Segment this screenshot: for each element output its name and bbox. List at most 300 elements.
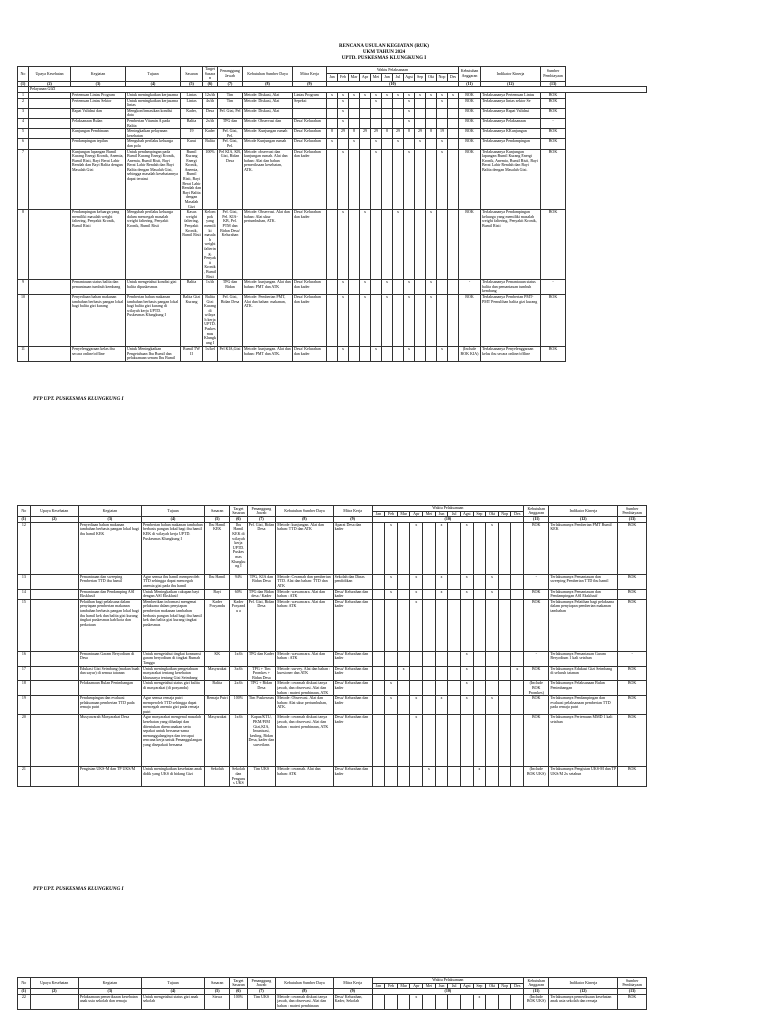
row-target: Balita Gizi Kurang di wilayah kerja UPTD. Puskesmas Klungkung I [204,294,216,345]
column-number: (8) [276,517,333,523]
month-cell: x [404,280,415,295]
row-no: 21 [18,767,31,786]
row-anggaran: BOK [459,149,481,210]
month-cell [448,294,459,346]
row-sumber-daya: Metode Kunjungan rumah [243,139,293,149]
row-kegiatan: Pemantauan status balita dan pemantauan tumbuh kembang [71,280,126,295]
month-cell: x [410,599,423,651]
row-upaya [29,294,71,346]
month-cell [460,767,473,786]
month-cell: x [511,666,524,681]
month-cell: x [338,294,349,346]
month-cell [397,599,410,651]
month-cell: 8 [426,129,437,139]
footer-signature: PTP UPT. PUSKESMAS KLUNGKUNG I [33,886,124,892]
month-cell [435,715,448,767]
row-upaya [29,108,71,118]
month-cell [410,666,423,681]
month-cell [360,108,371,118]
month-header: Mar [397,511,410,517]
month-cell [511,681,524,696]
row-pj: TPG + Bidan Desa [247,681,276,696]
row-pembiayaan: BOK [541,129,566,139]
month-cell: x [486,522,499,574]
row-kegiatan: Pendampingan tepilan [71,139,126,149]
row-anggaran: (Include BOK UKS) [524,767,549,786]
month-cell: x [404,294,415,346]
month-cell: x [486,574,499,589]
row-mitra: Desa/ Kelurahan [293,129,327,139]
row-anggaran: BOK [459,98,481,108]
row-sasaran: Bumil Kurang Energi Kronik, Anemia, Bumil Risti, Bayi Berat Lahir Rendah dan Bayi Balita dengan Masalah Gizi [182,149,201,209]
row-kegiatan: Pendampingan dan evaluasi pelaksanaan pemberian TTD pada remaja putri [78,696,141,715]
table-row [18,129,647,139]
row-pj: Pel. Gizi, Pel [218,108,243,118]
month-cell [372,574,385,589]
row-tujuan: Meningkatkan pelayanan kesehatan [126,129,181,139]
month-cell: x [404,92,415,98]
month-header: Jul [448,983,461,989]
row-sasaran: Lintas [181,98,203,108]
month-cell [397,589,410,599]
row-kegiatan: Kunjungan Pembinaan [71,129,126,139]
row-tujuan: Pemberian bahan makanan tambahan berbasis pangan lokal bagi balita gizi kurang di wilayah kerja UPTD. Puskesmas Klungkung I [126,294,181,346]
month-cell [448,589,461,599]
month-cell [360,346,371,361]
row-mitra: Desa/ Kelurahan dan kader [293,280,327,295]
month-cell: 8 [404,129,415,139]
month-cell: x [360,280,371,295]
row-sasaran: Remaja Putri [205,696,230,715]
row-pj: Tim [218,92,243,98]
row-tujuan: Mengubah perilaku keluarga dan pola [126,139,181,149]
row-mitra: Desa/ Kelurahan dan kader [333,696,372,715]
row-target: 4x/th [203,98,218,108]
row-sasaran: KK [205,651,230,666]
column-number: (2) [30,989,78,995]
month-cell: x [426,210,437,280]
month-cell [498,666,511,681]
row-mitra: Sekolah dan Dinas pendidikan [333,574,372,589]
month-header: Agst [405,74,413,80]
month-cell [327,210,338,280]
month-cell [404,210,415,280]
month-cell [382,108,393,118]
month-cell: 29 [360,129,371,139]
table-row [18,589,647,599]
column-number: (3) [78,989,141,995]
row-no: 6 [18,139,29,149]
document-title [0,44,768,62]
month-cell: x [410,994,423,1009]
row-sumber-daya: Metode: Observasi. Alat dan bahan: Alat ukur pertumbuhan, ATK. [243,210,293,280]
column-number: (13) [618,517,647,523]
row-pj: Pel KIA, KB, Gizi, Bidan Desa [218,149,243,210]
row-anggaran: (Include BOK KIA) [459,346,481,361]
row-target: 1x/kel [203,346,218,361]
row-sumber-daya: Metode: wawancara. Alat dan bahan : ATK [276,589,333,599]
month-cell: x [371,149,382,210]
month-cell [415,108,426,118]
row-upaya [29,98,71,108]
row-indikator: Terlaksananya lintas sektor Se [481,98,541,108]
month-cell: x [338,98,349,108]
month-header: Jun [435,983,448,989]
row-kegiatan: Pelaksanaan Bulan [71,118,126,128]
row-kegiatan: Pendampingan keluarga yang memiliki masalah weight faltering, Penyakit Kronik, Bumil Risti [71,210,126,280]
month-cell [423,696,436,715]
month-cell [473,589,486,599]
row-tujuan: Untuk pendampingan pada Bumil Kurang Energi Kronik, Anemia, Bumil Risti, Bayi Berat Lahir Rendah dan Bayi Balita dengan Masalah Gizi, sehingga masalah kesehatannya dapat teratasi [126,149,181,210]
month-cell [327,346,338,361]
row-tujuan: Agar semua remaja putri memperoleh TTD sehingga dapat mencegah anemia gizi pada remaja putri [141,696,204,715]
month-cell: x [473,767,486,786]
table-row [18,149,647,210]
row-pj: TPG, KIA dan Bidan Desa [247,574,276,589]
column-number: (10) [372,517,524,523]
month-cell [372,767,385,786]
col-pembiayaan: Sumber Pembiayaan [618,506,647,517]
month-cell [385,599,398,651]
month-cell [423,589,436,599]
page-2 [0,500,768,900]
row-indikator: Terlaksananya Pelatihan bagi pelaksana dalam penyiapan pemberian makanan tambahan [549,599,618,651]
month-cell [437,294,448,346]
table-row [18,108,647,118]
month-header: Agst [460,983,473,989]
column-number: (4) [141,989,204,995]
month-cell [486,666,499,681]
row-sasaran: Kasus weight faltering, Penyakit Kronik, Bumil Risti [181,210,203,280]
month-cell [397,651,410,666]
row-indikator: Terlaksananya Pendampingan [481,139,541,149]
row-tujuan: Untuk Meningkatkan Pengetahuan Ibu Bumil dan pelaksanaan senam Ibu Bumil [126,346,181,361]
month-cell [349,149,360,210]
month-cell [426,346,437,361]
column-number: (10) [372,989,524,995]
row-pembiayaan: BOK [541,98,566,108]
row-sasaran: Siswa [205,994,230,1009]
month-cell [415,118,426,128]
month-header: Sep [415,74,426,81]
table-row [18,346,647,361]
month-cell [473,574,486,589]
column-number: (6) [230,989,247,995]
month-cell [511,574,524,589]
row-anggaran: - [524,651,549,666]
month-cell: x [385,589,398,599]
month-cell: x [338,118,349,128]
row-indikator: Terlaksananya Pendampingan keluarga yang memiliki masalah weight faltering, Penyakit Kronik, Bumil Risti [481,210,541,280]
column-number: (2) [29,81,71,87]
row-no: 1 [18,92,29,98]
row-sumber-daya: Metode: ceramah diskusi tanya jawab, dan observasi. Alat dan bahan : materi pembinaan [276,994,333,1009]
month-cell [473,599,486,651]
month-cell [486,599,499,651]
month-cell [415,294,426,346]
month-cell: x [486,696,499,715]
column-number: (1) [18,81,29,87]
row-target: Balita [203,139,218,149]
col-upaya: Upaya Kesehatan [29,67,71,82]
col-kegiatan: Kegiatan [78,506,141,517]
month-cell [437,210,448,280]
row-sasaran: Kader, [181,108,203,118]
month-cell [393,118,404,128]
page-1 [0,0,768,420]
row-sumber-daya: Metode: kunjungan. Alat dan bahan: PMT dan ATK. [243,346,293,361]
table-row [18,599,647,651]
row-kegiatan: Edukasi Gizi Seimbang (makan buah dan sayur) di semua tatanan [78,666,141,681]
month-header: Sep [473,983,486,989]
month-cell [448,522,461,574]
column-number: (1) [18,517,31,523]
row-target: 2x/th [203,118,218,128]
month-cell [372,994,385,1009]
footer-signature: PTP UPT. PUSKESMAS KLUNGKUNG I [33,396,124,402]
row-sumber-daya: Metode: survey. Alat dan bahan : kuesioner dan ATK [276,666,333,681]
table-row [18,994,647,1009]
month-cell [448,767,461,786]
row-upaya [29,346,71,361]
row-pembiayaan: - [541,280,566,295]
month-header: Jan [327,74,338,81]
row-tujuan: Untuk meningkatkan kerjasama [126,92,181,98]
row-target: 60% [230,589,247,599]
month-cell [372,696,385,715]
row-target: Desa [203,108,218,118]
row-tujuan: Untuk mengetahui status gizi balita di masyarakat (di posyandu) [141,681,204,696]
month-cell [327,108,338,118]
month-cell: x [426,92,437,98]
month-cell [473,666,486,681]
row-no: 8 [18,210,29,280]
col-mitra: Mitra Kerja [333,978,372,989]
row-kegiatan: Rapat Validasi dan [71,108,126,118]
month-cell [415,98,426,108]
month-cell [385,651,398,666]
row-no: 5 [18,129,29,139]
month-cell [415,346,426,361]
column-number: (5) [181,81,203,87]
column-number: (12) [549,517,618,523]
month-cell [435,994,448,1009]
month-cell [393,280,404,295]
row-pembiayaan: BOK [541,139,566,149]
month-cell [397,681,410,696]
row-no: 20 [18,715,31,767]
row-tujuan: Untuk meningkatkan kerjasama lintas [126,98,181,108]
column-number: (9) [333,989,372,995]
month-header: Jan [372,983,385,989]
month-cell [460,599,473,651]
month-cell [423,681,436,696]
month-cell [385,666,398,681]
column-number: (13) [618,989,647,995]
month-cell [349,210,360,280]
month-cell [327,294,338,346]
column-number: (7) [218,81,243,87]
row-upaya [30,994,78,1009]
row-anggaran: (Include BOK Promkes) [524,681,549,696]
col-anggaran: Kebutuhan Anggaran [524,978,549,989]
month-cell [382,210,393,280]
col-indikator: Indikator Kinerja [549,978,618,989]
month-cell: x [448,92,459,98]
month-cell [415,280,426,295]
month-header: Nop [437,74,448,81]
month-cell: x [435,696,448,715]
month-cell: x [360,294,371,346]
month-cell [473,681,486,696]
row-sumber-daya: Metode: ceramah. Alat dan bahan: ATK [276,767,333,786]
month-cell [426,149,437,210]
month-cell [448,210,459,280]
month-cell [385,767,398,786]
row-kegiatan: Pemantauan dan sweeping Pemberian TTD ibu hamil [78,574,141,589]
col-indikator: Indikator Kinerja [549,506,618,517]
month-cell [360,139,371,149]
month-cell [415,210,426,280]
month-cell: x [415,139,426,149]
month-cell: x [338,149,349,210]
row-upaya [29,129,71,139]
row-pj: Kapus/KTU, PKM/PJM Gizi,KIA, Imunisasi, kesling, Bidan Desa, kader dan surveilans [247,715,276,767]
month-cell [435,651,448,666]
month-cell [397,574,410,589]
month-cell: x [382,92,393,98]
row-pj: Pel. Gizi, Bidan Desa [218,294,243,346]
row-tujuan: Untuk mengetahui kondisi gizi balita dipuskesmas [126,280,181,295]
row-indikator: Terlaksananya Kunjungan lapangan Bumil Kurang Energi Kronik, Anemia, Bumil Risti, Bayi Berat Lahir Rendah dan Bayi Balita dengan Masalah Gizi. [481,149,541,210]
month-header: Des [448,74,459,81]
month-cell: x [426,280,437,295]
row-indikator: Terlaksananya Pendampingan dan evaluasi pelaksanaan pemberian TTD pada remaja putri [549,696,618,715]
table-row [18,696,647,715]
month-cell [448,994,461,1009]
month-cell [426,108,437,118]
month-cell [473,696,486,715]
month-header: Jul [448,511,461,517]
month-cell: x [404,346,415,361]
row-pembiayaan: BOK [618,681,647,696]
month-cell [448,696,461,715]
row-indikator: Terlaksananya Penyelenggaraan kelas ibu secara online/offline [481,346,541,361]
row-sasaran: Balita Gizi Kurang [181,294,203,346]
month-cell: x [473,994,486,1009]
month-cell [382,139,393,149]
row-anggaran: BOK [459,210,481,280]
month-cell: x [371,98,382,108]
col-sumber-daya: Kebutuhan Sumber Daya [276,978,333,989]
row-indikator: Terlaksananya Pemantauan status balita dan pemantauan tumbuh kembang [481,280,541,295]
month-cell: x [397,666,410,681]
row-pj: Tim UKS [247,994,276,1009]
month-header: Mar [397,983,410,989]
column-number: (3) [78,517,141,523]
month-cell: 8 [327,129,338,139]
month-cell: x [371,346,382,361]
column-number: (3) [71,81,126,87]
month-cell: x [410,574,423,589]
month-cell [511,651,524,666]
month-cell [426,139,437,149]
row-pembiayaan: BOK [618,666,647,681]
month-cell: x [385,522,398,574]
month-cell [385,994,398,1009]
month-cell [371,294,382,346]
month-cell [448,599,461,651]
row-upaya [29,139,71,149]
table-row [18,139,647,149]
row-no: 19 [18,696,31,715]
row-kegiatan: Penyediaan bahan makanan tambahan berbasis pangan lokal bagi balita gizi kurang [71,294,126,346]
month-cell [372,599,385,651]
row-sumber-daya: Metode: ceramah diskusi tanya jawab, dan observasi. Alat dan bahan : materi pembinaan, ATK [276,715,333,767]
column-number: (2) [30,517,78,523]
row-pembiayaan: BOK [541,108,566,118]
column-number: (1) [18,989,31,995]
month-cell [498,715,511,767]
row-sasaran: Ibu Hamil [205,574,230,589]
month-cell [372,666,385,681]
row-sasaran: Balita [205,681,230,696]
row-no: 18 [18,681,31,696]
row-pj: TPG dan Bidan desa / Kader [248,589,274,599]
row-target: Kelompok yang memiliki masalah weight faltering, Penyakit Kronik, Bumil Risti [204,209,217,279]
row-no: 15 [18,599,31,651]
column-number: (8) [243,81,293,87]
row-upaya [30,599,78,651]
month-header: Apr [410,983,423,989]
month-cell: x [349,92,360,98]
row-sasaran: Bayi [205,589,230,599]
month-cell [349,294,360,346]
month-cell: x [410,696,423,715]
month-cell: 8 [349,129,360,139]
month-cell [349,280,360,295]
col-upaya: Upaya Kesehatan [30,506,78,517]
month-cell [437,108,448,118]
month-cell [372,651,385,666]
row-sasaran: Bumil TW II [181,346,203,361]
row-sasaran: Ibu Hamil KEK [205,522,230,574]
month-cell [448,280,459,295]
row-sasaran: Karui [181,139,203,149]
month-cell [371,108,382,118]
row-indikator: Terlaksananya Pemberian PMT Bumil KEK [549,522,618,574]
month-cell: x [404,149,415,210]
month-cell [448,715,461,767]
row-mitra: Aparat Desa dan kader [333,522,372,574]
month-header: Apr [410,511,423,517]
column-number: (11) [524,517,549,523]
month-cell [448,346,459,361]
row-upaya [30,666,78,681]
row-tujuan: Untuk meningkatkan kesehatan anak didik yang UKS di bidang Gizi [141,767,204,786]
column-number: (10) [327,81,459,87]
month-cell: x [410,522,423,574]
row-indikator: Terlaksananya Rapat Validasi [481,108,541,118]
row-pj: Pel. Gizi, Bidan Desa [247,522,276,574]
row-sasaran: Masyarakat [205,715,230,767]
month-cell: x [338,280,349,295]
row-indikator: Terlaksananya Pertemuan Lintas [481,92,541,98]
row-tujuan: Untuk meningkatkan pengetahuan masyarakat tentang kesehatan khususnya tentang Gizi Seimbang [141,666,204,681]
row-anggaran: BOK [459,108,481,118]
month-cell [393,346,404,361]
month-cell: x [460,574,473,589]
